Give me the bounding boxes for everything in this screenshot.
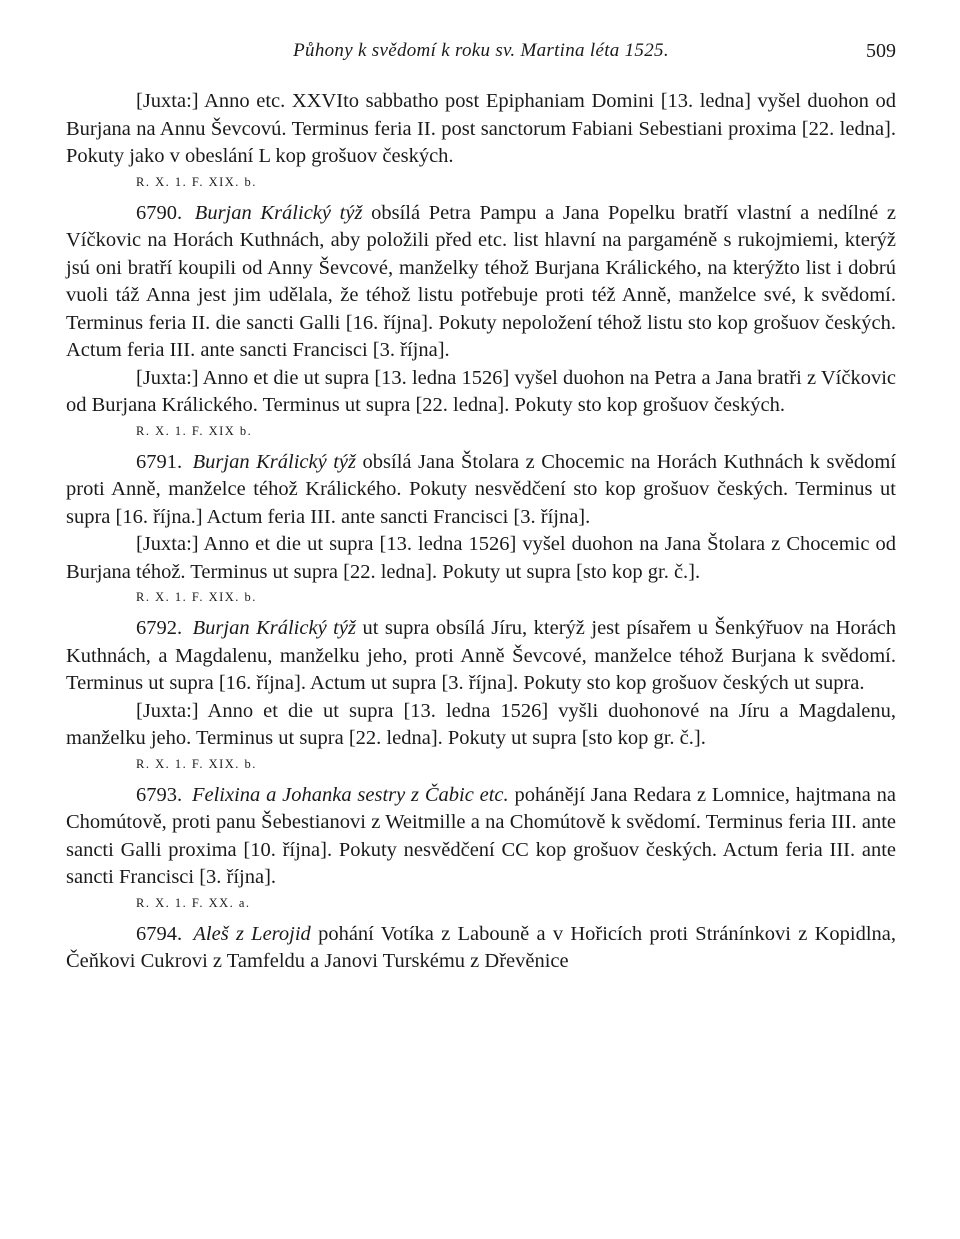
entry-parties: Felixina a Johanka sestry z Čabic etc. [191,783,509,806]
entry-text: obsílá Jana Štolara z Chocemic na Horách Kuthnách k svědomí proti Anně, manželce téhož Králického. Pokuty nesvědčení sto kop grošuov českých. Terminus ut supra [16. října.] Actum feria III. ante sancti Francisci [3. října]. [66,450,897,528]
entry-text: obsílá Petra Pampu a Jana Popelku bratří vlastní a nedílné z Víčkovic na Horách Kuthnách, aby položili před etc. list hlavní na pargaméně s rukojmiemi, kterýž jsú oni bratří koupili od Anny Ševcové, manželky téhož Burjana Králického, na kterýžto list i dobrú vuoli táž Anna jest jim udělala, že téhož listu potřebuje proti též Anně, manželce své, k svědomí. Terminus feria II. die sancti Galli [16. října]. Pokuty nepoložení téhož listu sto kop grošuov českých. Actum feria III. ante sancti Francisci [3. října]. [66,201,897,361]
entry-6792 [66,615,896,698]
entry-parties: Burjan Králický týž [194,201,363,224]
juxta-paragraph: [Juxta:] Anno et die ut supra [13. ledna 1526] vyšel duohon na Petra a Jana bratři z Víčkovic od Burjana Králického. Terminus ut supra [22. ledna]. Pokuty sto kop grošuov českých. [66,366,896,416]
entry-number: 6792. [136,617,183,639]
entry-number: 6794. [136,922,183,945]
entry-parties: Burjan Králický týž [192,450,357,473]
entry-6794 [66,921,896,976]
entry-text: ut supra obsílá Jíru, kterýž jest písařem u Šenkýřuov na Horách Kuthnách, a Magdalenu, manželku jeho, proti Anně Ševcové, manželce téhož Burjana k svědomí. Terminus ut supra [16. října]. Actum ut supra [3. října]. Pokuty sto kop grošuov českých ut supra. [66,617,897,694]
entry-6793 [66,782,896,892]
archive-signature: R. X. 1. F. XX. a. [136,895,251,910]
archive-signature: R. X. 1. F. XIX b. [136,423,253,438]
entry-parties: Burjan Králický týž [192,617,356,639]
entry-parties: Aleš z Lerojid [193,922,311,945]
entry-6790 [66,200,896,365]
juxta-paragraph: [Juxta:] Anno etc. XXVIto sabbatho post Epiphaniam Domini [13. ledna] vyšel duohon od Burjana na Annu Ševcovú. Terminus feria II. post sanctorum Fabiani Sebestiani proxima [22. ledna]. Pokuty jako v obeslání L kop grošuov českých. [66,90,896,167]
juxta-paragraph: [Juxta:] Anno et die ut supra [13. ledna 1526] vyšli duohonové na Jíru a Magdalenu, manželku jeho. Terminus ut supra [22. ledna]. Pokuty ut supra [sto kop gr. č.]. [66,699,896,749]
archive-signature: R. X. 1. F. XIX. b. [136,590,257,604]
entry-number: 6790. [136,201,183,224]
archive-signature: R. X. 1. F. XIX. b. [136,756,257,771]
body-text [66,88,896,976]
archive-signature: R. X. 1. F. XIX. b. [136,174,257,189]
juxta-paragraph: [Juxta:] Anno et die ut supra [13. ledna 1526] vyšel duohon na Jana Štolara z Chocemic od Burjana téhož. Terminus ut supra [22. ledna]. Pokuty ut supra [sto kop gr. č.]. [66,533,896,583]
page-number: 509 [866,40,896,62]
entry-number: 6793. [136,783,183,806]
running-head [66,40,896,70]
running-title: Půhony k svědomí k roku sv. Martina léta 1525. [293,40,669,61]
entry-6791 [66,449,896,532]
entry-text: pohání Votíka z Labouně a v Hořicích proti Stránínkovi z Kopidlna, Čeňkovi Cukrovi z Tamfeldu a Janovi Turskému z Dřevěnice [66,922,897,972]
entry-number: 6791. [136,450,183,473]
entry-text: pohánějí Jana Redara z Lomnice, hajtmana na Chomútově, proti panu Šebestianovi z Weitmille a na Chomútově k svědomí. Terminus feria III. ante sancti Galli proxima [10. října]. Pokuty nesvědčení CC kop grošuov českých. Actum feria III. ante sancti Francisci [3. října]. [66,783,897,888]
